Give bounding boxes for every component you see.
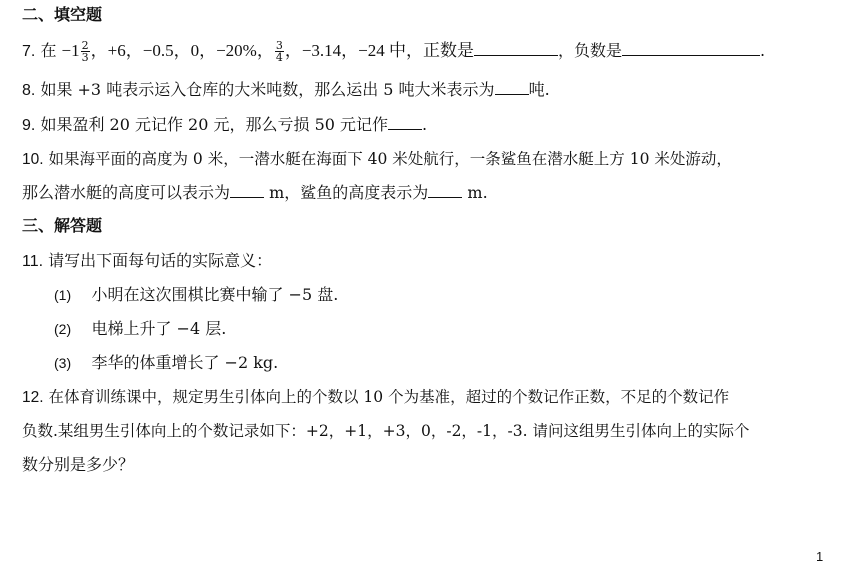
question-text: 如果 +3 吨表示运入仓库的大米吨数，那么运出 5 吨大米表示为 <box>40 80 495 99</box>
question-text: m，鲨鱼的高度表示为 <box>269 183 429 202</box>
question-text: . <box>422 115 428 134</box>
answer-blank-negative[interactable] <box>622 41 760 56</box>
fraction <box>275 40 284 63</box>
answer-blank[interactable] <box>388 115 422 130</box>
section-title-fill-blank: 二、填空题 <box>22 5 103 24</box>
question-text: 那么潜水艇的高度可以表示为 <box>22 183 231 202</box>
question-number: 8. <box>22 82 36 99</box>
number-list: ，−3.14，−24 中，正数是 <box>284 41 475 60</box>
question-12 <box>22 386 729 409</box>
question-text: 如果海平面的高度为 0 米，一潜水艇在海面下 40 米处航行，一条鲨鱼在潜水艇上方 10 米处游动， <box>48 150 732 168</box>
question-number: 10. <box>22 151 44 168</box>
question-text: 如果盈利 20 元记作 20 元，那么亏损 50 元记作 <box>40 115 389 134</box>
mixed-number-whole: −1 <box>61 41 80 60</box>
answer-blank[interactable] <box>495 80 529 95</box>
fraction-numerator: 2 <box>81 39 89 52</box>
page-number: 1 <box>816 549 824 564</box>
sub-question-label: (3) <box>54 355 72 371</box>
fraction-denominator: 4 <box>275 51 283 64</box>
answer-blank-shark[interactable] <box>428 183 462 198</box>
number-list: ，+6，−0.5，0，−20%， <box>90 41 274 60</box>
sub-question-label: (1) <box>54 287 72 303</box>
question-12-line-2: 负数.某组男生引体向上的个数记录如下：+2，+1，+3，0，-2，-1，-3. 请问这组男生引体向上的实际个 <box>22 422 750 440</box>
answer-blank-submarine[interactable] <box>230 183 264 198</box>
answer-blank-positive[interactable] <box>474 41 558 56</box>
sub-question-text: 小明在这次围棋比赛中输了 −5 盘. <box>91 285 339 304</box>
question-9 <box>22 114 427 137</box>
question-text: 在体育训练课中，规定男生引体向上的个数以 10 个为基准，超过的个数记作正数，不足的个数记作 <box>48 388 730 406</box>
question-8 <box>22 79 550 102</box>
question-text: m. <box>467 183 488 202</box>
sub-question-text: 电梯上升了 −4 层. <box>91 319 227 338</box>
question-11 <box>22 250 272 273</box>
question-text: 在 <box>40 41 57 60</box>
mixed-number-fraction <box>81 40 90 63</box>
question-12-line-3: 数分别是多少？ <box>22 455 135 474</box>
question-number: 11. <box>22 253 44 270</box>
question-number: 7. <box>22 43 36 60</box>
sub-question-text: 李华的体重增长了 −2 kg. <box>91 353 279 372</box>
sub-question <box>54 284 338 306</box>
question-text: . <box>760 41 766 60</box>
question-text: ，负数是 <box>558 41 623 60</box>
sub-question-label: (2) <box>54 321 72 337</box>
question-text: 吨. <box>528 80 550 99</box>
sub-question <box>54 352 278 374</box>
question-10 <box>22 148 732 171</box>
question-number: 12. <box>22 389 44 406</box>
sub-question <box>54 318 226 340</box>
fraction-denominator: 3 <box>81 51 89 64</box>
question-10-line-2 <box>22 182 488 204</box>
fraction-numerator: 3 <box>275 39 283 52</box>
question-7 <box>22 40 765 63</box>
section-title-answer: 三、解答题 <box>22 216 103 235</box>
question-text: 请写出下面每句话的实际意义： <box>48 251 273 270</box>
question-number: 9. <box>22 117 36 134</box>
